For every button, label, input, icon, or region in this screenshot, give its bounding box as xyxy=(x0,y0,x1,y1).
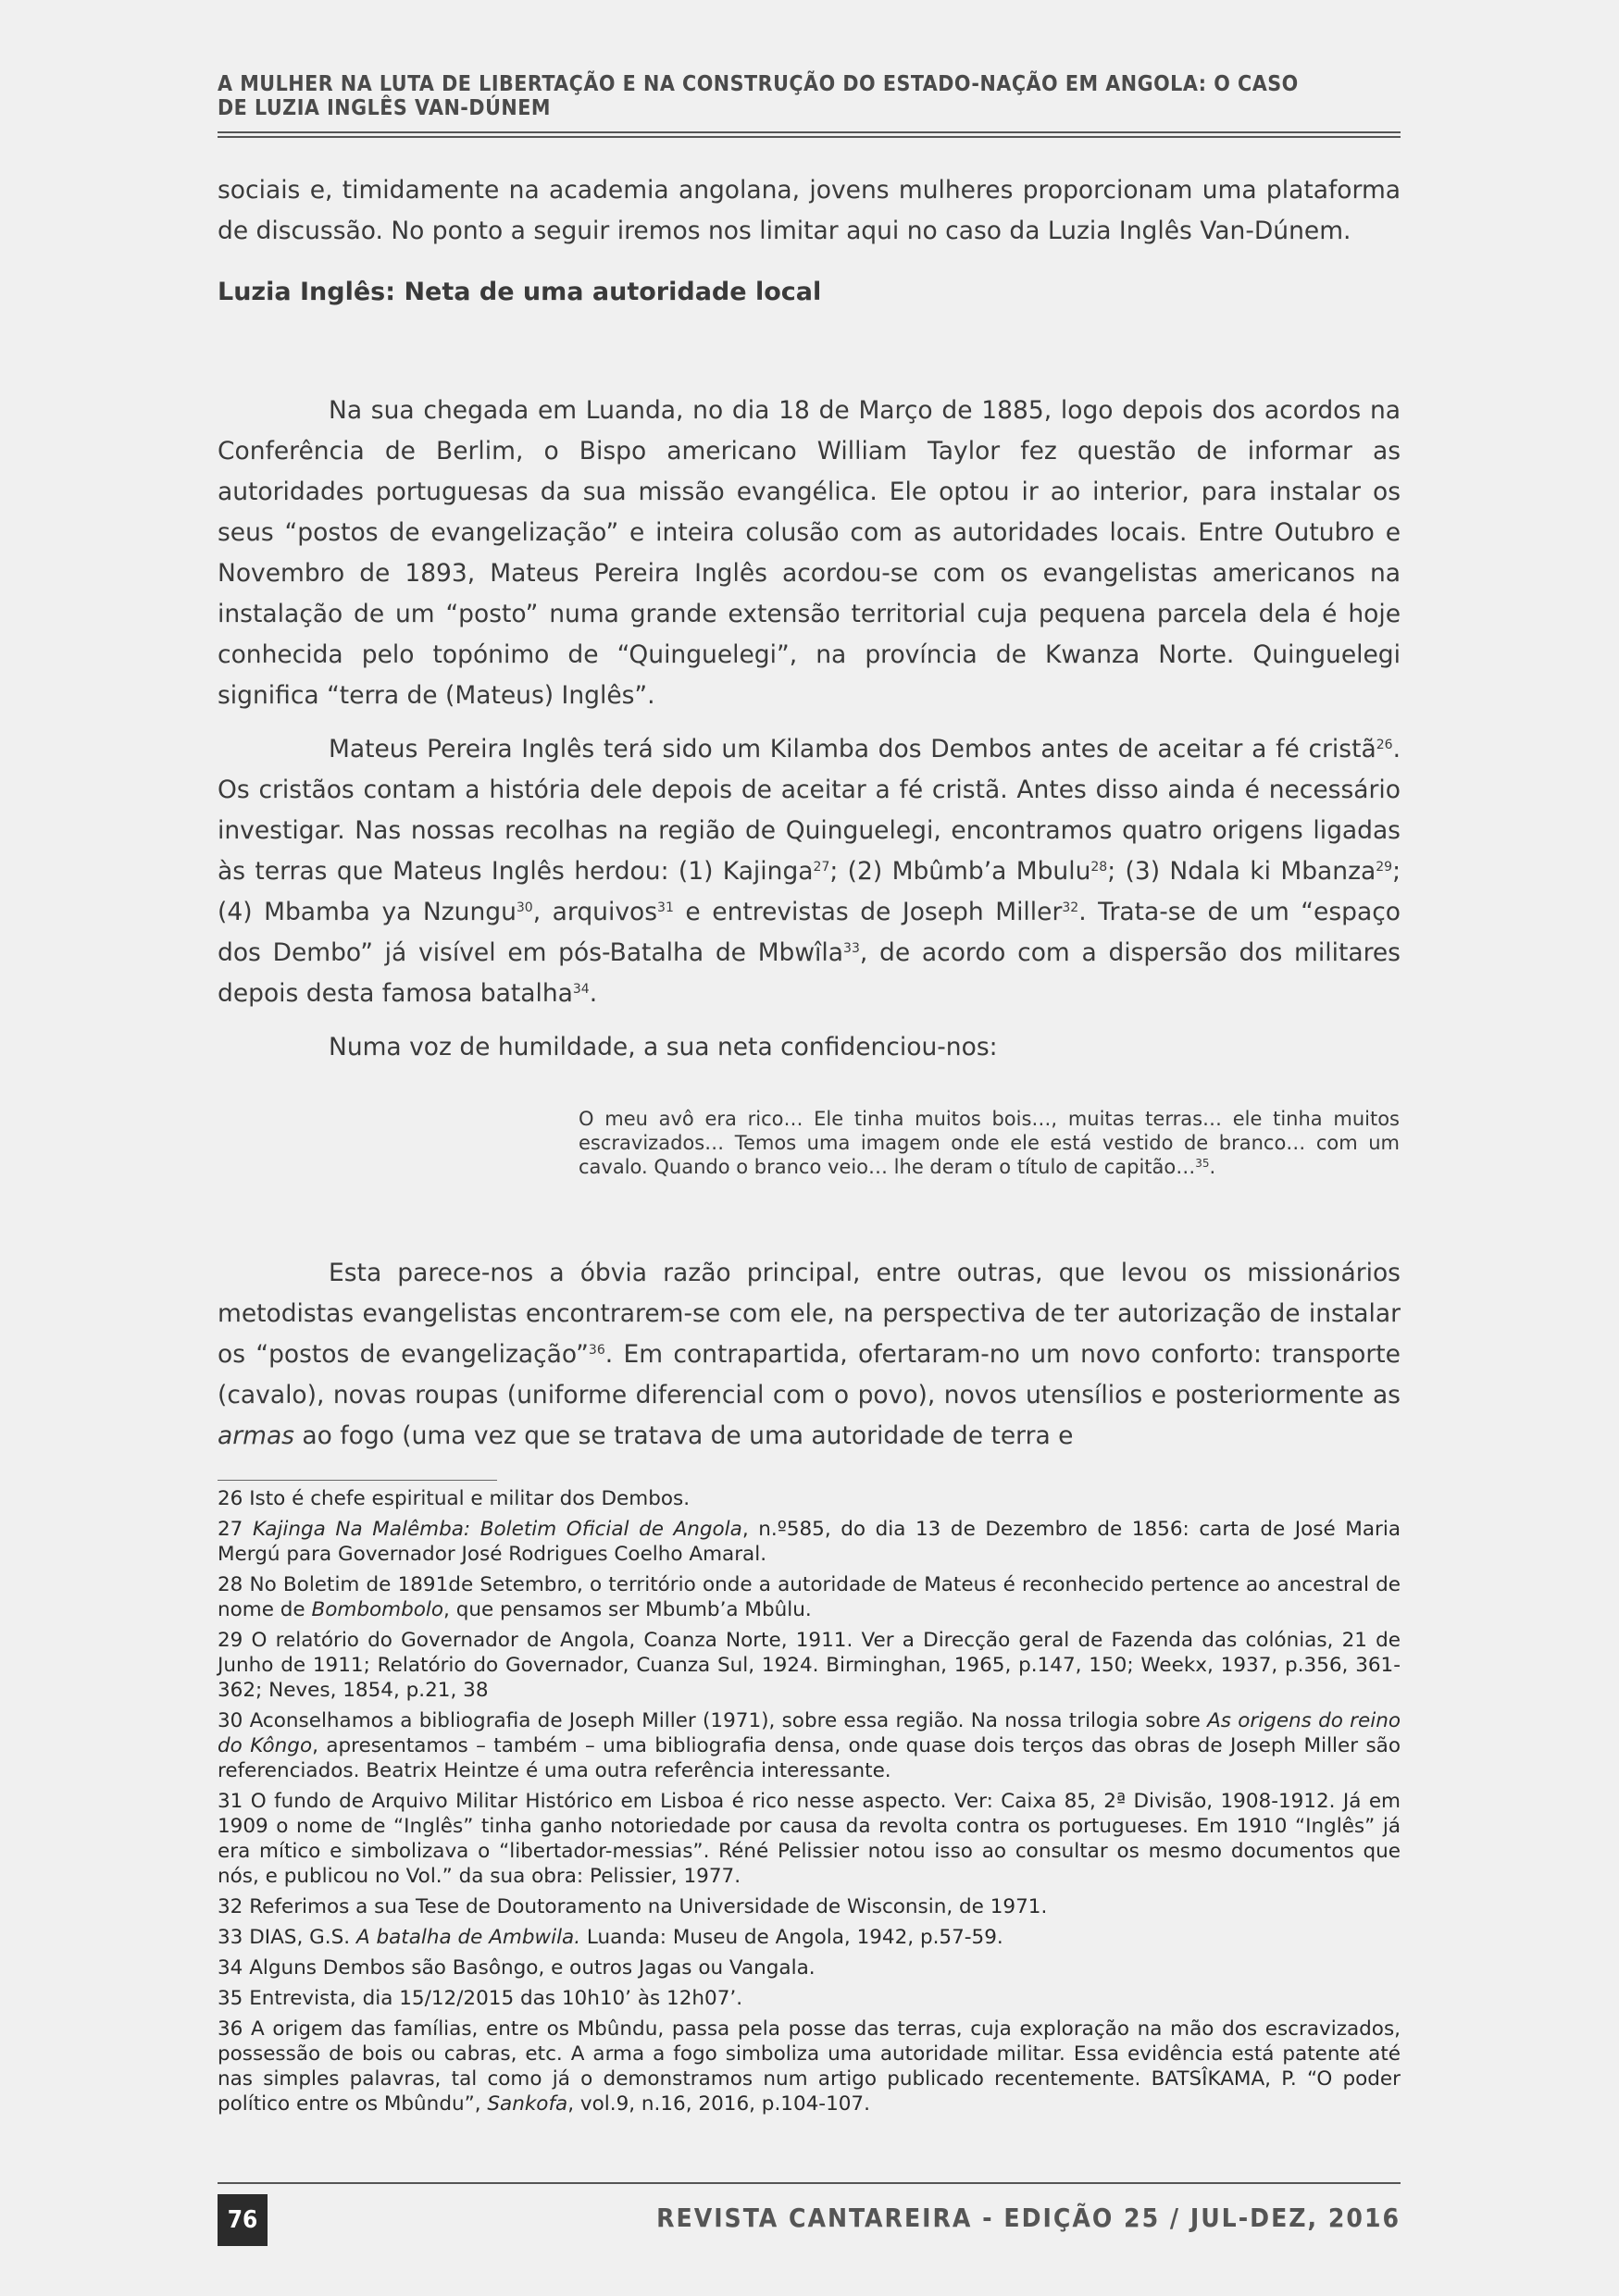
intro-paragraph: sociais e, timidamente na academia angolana, jovens mulheres proporcionam uma plataforma de discussão. No ponto a seguir iremos nos limitar aqui no caso da Luzia Inglês Van-Dúnem. xyxy=(218,176,1401,245)
page-number: 76 xyxy=(218,2194,268,2246)
footnote-36: 36 A origem das famílias, entre os Mbûndu, passa pela posse das terras, cuja exploração na mão dos escravizados, possessão de bois ou cabras, etc. A arma a fogo simboliza uma autoridade militar. Essa evidência está patente até nas simples palavras, tal como já o demonstramos num artigo publicado recentemente. BATSÎKAMA, P. “O poder político entre os Mbûndu”, Sankofa, vol.9, n.16, 2016, p.104-107. xyxy=(218,2017,1401,2116)
body-text xyxy=(218,170,1401,1068)
footnote-ref-31[interactable]: 31 xyxy=(657,900,674,915)
footnote-35: 35 Entrevista, dia 15/12/2015 das 10h10’ às 12h07’. xyxy=(218,1987,743,2010)
paragraph-2: Mateus Pereira Inglês terá sido um Kilamba dos Dembos antes de aceitar a fé cristã$^{26}$. Os cristãos contam a história dele depois de aceitar a fé cristã. Antes disso ainda é necessário investigar. Nas nossas recolhas na região de Quinguelegi, encontramos quatro origens ligadas às terras que Mateus Inglês herdou: (1) Kajinga$^{27}$; (2) Mbûmb’a Mbulu$^{28}$; (3) Ndala ki Mbanza$^{29}$; (4) Mbamba ya Nzungu$^{30}$, arquivos$^{31}$ e entrevistas de Joseph Miller$^{32}$. Trata-se de um “espaço dos Dembo” já visível em pós-Batalha de Mbwîla$^{33}$, de acordo com a dispersão dos militares depois desta famosa batalha$^{34}$. xyxy=(218,735,1401,1008)
body-text-continued xyxy=(218,1253,1401,1457)
footnote-ref-26[interactable]: 26 xyxy=(1376,738,1393,752)
section-title: Luzia Inglês: Neta de uma autoridade local xyxy=(218,278,822,306)
footnote-ref-33[interactable]: 33 xyxy=(843,941,860,956)
running-header xyxy=(218,72,1401,120)
header-divider xyxy=(218,131,1401,138)
footnote-31: 31 O fundo de Arquivo Militar Histórico em Lisboa é rico nesse aspecto. Ver: Caixa 85, 2ª Divisão, 1908-1912. Já em 1909 o nome de “Inglês” tinha ganho notoriedade por causa da revolta contra os portugueses. Em 1910 “Inglês” já era mítico e simbolizava o “libertador-messias”. Réné Pelissier notou isso ao consultar os mesmo documentos que nós, e publicou no Vol.” da sua obra: Pelissier, 1977. xyxy=(218,1790,1401,1888)
footnote-27: 27 Kajinga Na Malêmba: Boletim Oficial de Angola, n.º585, do dia 13 de Dezembro de 1856: carta de José Maria Mergú para Governador José Rodrigues Coelho Amaral. xyxy=(218,1518,1401,1566)
journal-footer: REVISTA CANTAREIRA - EDIÇÃO 25 / JUL-DEZ, 2016 xyxy=(656,2203,1401,2233)
footnote-28: 28 No Boletim de 1891de Setembro, o território onde a autoridade de Mateus é reconhecido pertence ao ancestral de nome de Bombombolo, que pensamos ser Mbumb’a Mbûlu. xyxy=(218,1573,1401,1621)
footnote-ref-29[interactable]: 29 xyxy=(1376,860,1393,875)
footnote-divider xyxy=(218,1480,497,1481)
footnote-32: 32 Referimos a sua Tese de Doutoramento na Universidade de Wisconsin, de 1971. xyxy=(218,1895,1048,1918)
footnotes xyxy=(218,1486,1401,2122)
footnote-33: 33 DIAS, G.S. A batalha de Ambwila. Luanda: Museu de Angola, 1942, p.57-59. xyxy=(218,1926,1003,1949)
footnote-29: 29 O relatório do Governador de Angola, Coanza Norte, 1911. Ver a Direcção geral de Fazenda das colónias, 21 de Junho de 1911; Relatório do Governador, Cuanza Sul, 1924. Birminghan, 1965, p.147, 150; Weekx, 1937, p.356, 361-362; Neves, 1854, p.21, 38 xyxy=(218,1629,1401,1702)
block-quote: O meu avô era rico… Ele tinha muitos bois…, muitas terras… ele tinha muitos escravizados… Temos uma imagem onde ele está vestido de branco… com um cavalo. Quando o branco veio… lhe deram o título de capitão…$^{35}$. xyxy=(579,1108,1400,1178)
footnote-ref-32[interactable]: 32 xyxy=(1062,900,1079,915)
footnote-ref-36[interactable]: 36 xyxy=(588,1343,605,1358)
footnote-ref-35[interactable]: 35 xyxy=(1195,1157,1210,1170)
paragraph-3: Numa voz de humildade, a sua neta confidenciou-nos: xyxy=(329,1033,998,1061)
footnote-ref-34[interactable]: 34 xyxy=(572,982,590,997)
footnote-ref-30[interactable]: 30 xyxy=(516,900,533,915)
footnote-26: 26 Isto é chefe espiritual e militar dos Dembos. xyxy=(218,1487,691,1510)
footnote-34: 34 Alguns Dembos são Basôngo, e outros Jagas ou Vangala. xyxy=(218,1956,816,1980)
running-header-line2: DE LUZIA INGLÊS VAN-DÚNEM xyxy=(218,96,551,120)
running-header-line1: A MULHER NA LUTA DE LIBERTAÇÃO E NA CONSTRUÇÃO DO ESTADO-NAÇÃO EM ANGOLA: O CASO xyxy=(218,72,1299,96)
footnote-ref-27[interactable]: 27 xyxy=(813,860,830,875)
paragraph-1: Na sua chegada em Luanda, no dia 18 de Março de 1885, logo depois dos acordos na Conferência de Berlim, o Bispo americano William Taylor fez questão de informar as autoridades portuguesas da sua missão evangélica. Ele optou ir ao interior, para instalar os seus “postos de evangelização” e inteira colusão com as autoridades locais. Entre Outubro e Novembro de 1893, Mateus Pereira Inglês acordou-se com os evangelistas americanos na instalação de um “posto” numa grande extensão territorial cuja pequena parcela dela é hoje conhecida pelo topónimo de “Quinguelegi”, na província de Kwanza Norte. Quinguelegi significa “terra de (Mateus) Inglês”. xyxy=(218,396,1401,710)
footer-divider xyxy=(218,2182,1401,2184)
paragraph-4: Esta parece-nos a óbvia razão principal, entre outras, que levou os missionários metodistas evangelistas encontrarem-se com ele, na perspectiva de ter autorização de instalar os “postos de evangelização”$^{36}$. Em contrapartida, ofertaram-no um novo conforto: transporte (cavalo), novas roupas (uniforme diferencial com o povo), novos utensílios e posteriormente as armas ao fogo (uma vez que se tratava de uma autoridade de terra e xyxy=(218,1259,1401,1450)
footnote-ref-28[interactable]: 28 xyxy=(1090,860,1108,875)
footnote-30: 30 Aconselhamos a bibliografia de Joseph Miller (1971), sobre essa região. Na nossa trilogia sobre As origens do reino do Kôngo, apresentamos – também – uma bibliografia densa, onde quase dois terços das obras de Joseph Miller são referenciados. Beatrix Heintze é uma outra referência interessante. xyxy=(218,1709,1401,1782)
